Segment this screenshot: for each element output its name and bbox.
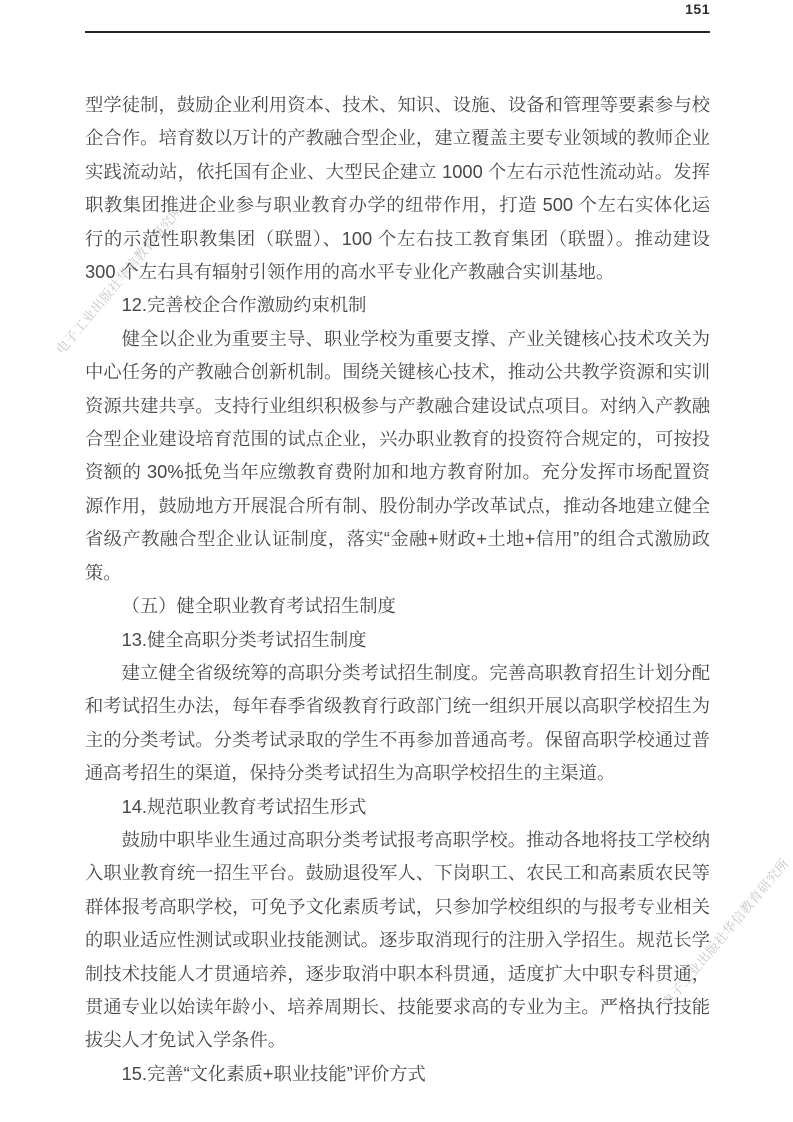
body-paragraph: 建立健全省级统筹的高职分类考试招生制度。完善高职教育招生计划分配和考试招生办法，每年春季省级教育行政部门统一组织开展以高职学校招生为主的分类考试。分类考试录取的学生不再参加普通高考。保留高职学校通过普通高考招生的渠道，保持分类考试招生为高职学校招生的主渠道。 — [85, 661, 710, 784]
section-heading-5: （五）健全职业教育考试招生制度 — [121, 595, 396, 617]
clause-heading-12: 12.完善校企合作激励约束机制 — [121, 294, 367, 316]
body-paragraph-continuation: 型学徒制，鼓励企业利用资本、技术、知识、设施、设备和管理等要素参与校企合作。培育数以万计的产教融合型企业，建立覆盖主要专业领域的教师企业实践流动站，依托国有企业、大型民企建立 1000 个左右示范性流动站。发挥职教集团推进企业参与职业教育办学的纽带作用，打造 500 个左右实体化运行的示范性职教集团（联盟）、100 个左右技工教育集团（联盟）。推动建设 300 个左右具有辐射引领作用的高水平专业化产教融合实训基地。 — [85, 94, 710, 283]
body-paragraph: 鼓励中职毕业生通过高职分类考试报考高职学校。推动各地将技工学校纳入职业教育统一招生平台。鼓励退役军人、下岗职工、农民工和高素质农民等群体报考高职学校，可免予文化素质考试，只参加学校组织的与报考专业相关的职业适应性测试或职业技能测试。逐步取消现行的注册入学招生。规范长学制技术技能人才贯通培养，逐步取消中职本科贯通，适度扩大中职专科贯通，贯通专业以始读年龄小、培养周期长、技能要求高的专业为主。严格执行技能拔尖人才免试入学条件。 — [85, 828, 710, 1051]
clause-heading-14: 14.规范职业教育考试招生形式 — [121, 795, 367, 817]
publisher-watermark: 电子工业出版社华信教育研究所 — [659, 855, 793, 1010]
document-body — [85, 88, 710, 1090]
header-rule — [85, 31, 710, 33]
clause-heading-15: 15.完善“文化素质+职业技能”评价方式 — [121, 1062, 426, 1084]
clause-heading-13: 13.健全高职分类考试招生制度 — [121, 628, 367, 650]
publisher-watermark: 电子工业出版社华信教育研究所 — [53, 202, 187, 357]
body-paragraph: 健全以企业为重要主导、职业学校为重要支撑、产业关键核心技术攻关为中心任务的产教融合创新机制。围绕关键核心技术，推动公共教学资源和实训资源共建共享。支持行业组织积极参与产教融合建设试点项目。对纳入产教融合型企业建设培育范围的试点企业，兴办职业教育的投资符合规定的，可按投资额的 30%抵免当年应缴教育费附加和地方教育附加。充分发挥市场配置资源作用，鼓励地方开展混合所有制、股份制办学改革试点，推动各地建立健全省级产教融合型企业认证制度，落实“金融+财政+土地+信用”的组合式激励政策。 — [85, 327, 710, 583]
page-number: 151 — [685, 1, 710, 17]
